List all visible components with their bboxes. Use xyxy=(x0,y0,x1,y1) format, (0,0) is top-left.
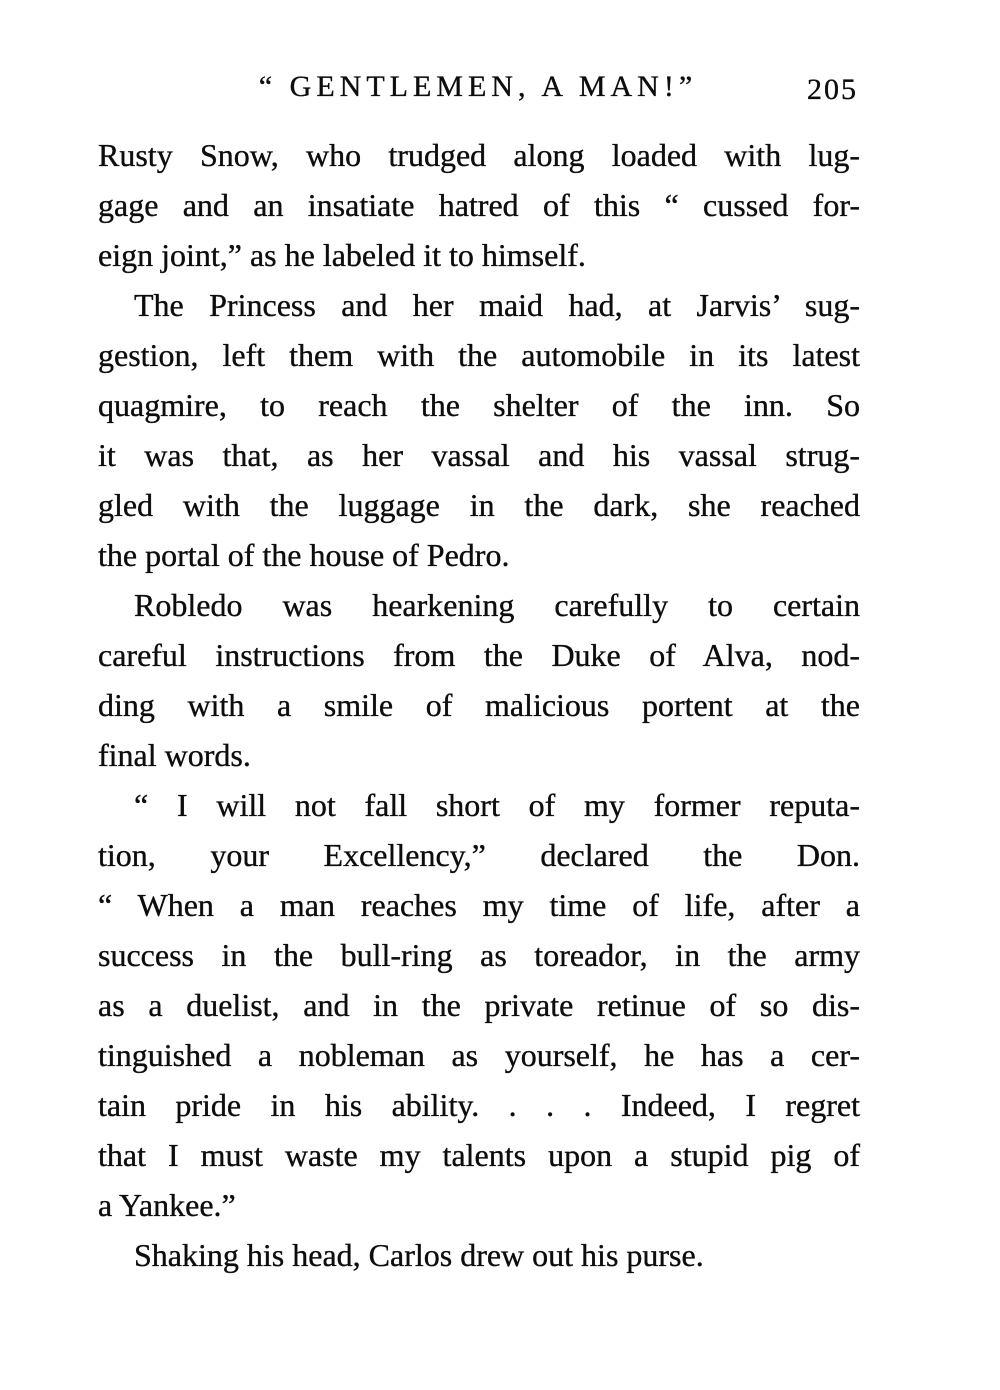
text-line: success in the bull-ring as toreador, in the army xyxy=(98,937,860,973)
text-line: careful instructions from the Duke of Alva, nod- xyxy=(98,637,860,673)
text-line: Rusty Snow, who trudged along loaded with lug- xyxy=(98,137,860,173)
text-line: Shaking his head, Carlos drew out his purse. xyxy=(134,1237,704,1273)
text-line: ding with a smile of malicious portent at the xyxy=(98,687,860,723)
text-line: gage and an insatiate hatred of this “ cussed for- xyxy=(98,187,860,223)
paragraph xyxy=(98,580,860,780)
page-header xyxy=(98,70,858,112)
paragraph xyxy=(98,780,860,1230)
text-line: final words. xyxy=(98,737,251,773)
running-title: “ GENTLEMEN, A MAN!” xyxy=(258,70,698,103)
text-line: eign joint,” as he labeled it to himself. xyxy=(98,237,586,273)
text-line: tion, your Excellency,” declared the Don. xyxy=(98,837,860,873)
paragraph xyxy=(98,1230,860,1280)
text-line: that I must waste my talents upon a stupid pig of xyxy=(98,1137,860,1173)
text-line: tain pride in his ability. . . . Indeed, I regret xyxy=(98,1087,860,1123)
text-line: a Yankee.” xyxy=(98,1187,236,1223)
text-line: it was that, as her vassal and his vassal strug- xyxy=(98,437,860,473)
paragraph xyxy=(98,130,860,280)
text-line: tinguished a nobleman as yourself, he has a cer- xyxy=(98,1037,860,1073)
text-line: gestion, left them with the automobile in its latest xyxy=(98,337,860,373)
text-line: quagmire, to reach the shelter of the inn. So xyxy=(98,387,860,423)
text-line: the portal of the house of Pedro. xyxy=(98,537,510,573)
text-line: gled with the luggage in the dark, she reached xyxy=(98,487,860,523)
text-line: “ I will not fall short of my former reputa- xyxy=(134,787,860,823)
paragraph xyxy=(98,280,860,580)
text-line: “ When a man reaches my time of life, after a xyxy=(98,887,860,923)
page-number: 205 xyxy=(807,73,858,106)
text-line: as a duelist, and in the private retinue of so dis- xyxy=(98,987,860,1023)
body-text xyxy=(98,130,860,1280)
text-line: Robledo was hearkening carefully to certain xyxy=(134,587,860,623)
text-line: The Princess and her maid had, at Jarvis’ sug- xyxy=(134,287,860,323)
